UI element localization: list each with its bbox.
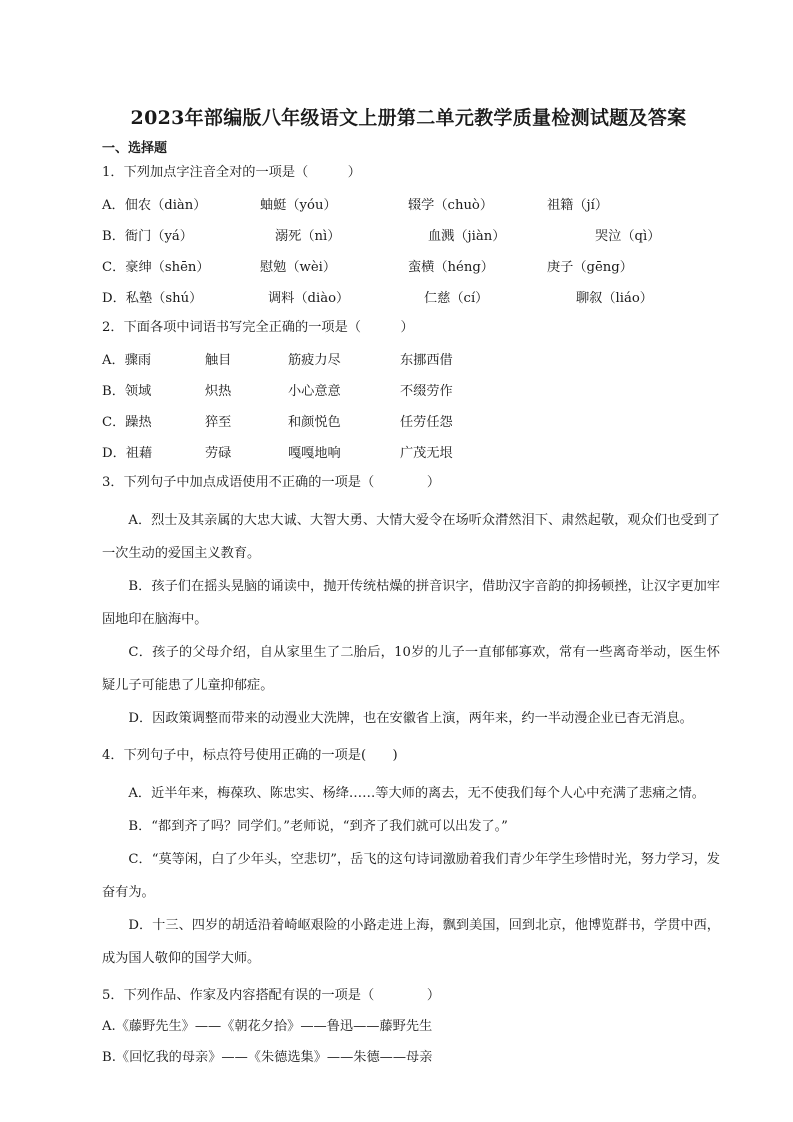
- option-cell: 广茂无垠: [400, 446, 453, 461]
- section-heading: 一、选择题: [102, 141, 168, 156]
- option-cell: 任劳任怨: [400, 415, 453, 430]
- question-4-option-b: B．“都到齐了吗？同学们。”老师说，“到齐了我们就可以出发了。”: [128, 819, 508, 834]
- option-cell: 调料（diào）: [268, 291, 350, 306]
- option-cell: 触目: [205, 353, 232, 368]
- question-4-option-c: C．“莫等闲，白了少年头，空悲切”，岳飞的这句诗词激励着我们青少年学生珍惜时光，努力学习，发奋有为。: [102, 852, 720, 900]
- option-cell: 嘎嘎地响: [288, 446, 341, 461]
- option-cell: D．祖藉: [102, 446, 153, 461]
- option-cell: D．私塾（shú）: [102, 291, 203, 306]
- question-1-option-b: [102, 225, 720, 245]
- option-cell: 和颜悦色: [288, 415, 341, 430]
- option-cell: 聊叙（liáo）: [576, 291, 653, 306]
- question-2-stem: 2．下面各项中词语书写完全正确的一项是（ ）: [102, 320, 414, 335]
- option-cell: 小心意意: [288, 384, 341, 399]
- option-cell: A．骤雨: [102, 353, 152, 368]
- question-1-option-a: [102, 194, 720, 214]
- question-4-option-d: D．十三、四岁的胡适沿着崎岖艰险的小路走进上海，飘到美国，回到北京，他博览群书，学贯中西，成为国人敬仰的国学大师。: [102, 918, 720, 966]
- question-1-option-d: [102, 287, 720, 307]
- option-cell: 筋疲力尽: [288, 353, 341, 368]
- option-cell: 不缀劳作: [400, 384, 453, 399]
- option-cell: 蚰蜓（yóu）: [260, 198, 337, 213]
- option-cell: B．衙门（yá）: [102, 229, 193, 244]
- option-cell: 炽热: [205, 384, 232, 399]
- option-cell: B．领域: [102, 384, 152, 399]
- option-cell: 劳碌: [205, 446, 232, 461]
- option-cell: 东挪西借: [400, 353, 453, 368]
- option-cell: 猝至: [205, 415, 232, 430]
- question-4-option-a: A．近半年来，梅葆玖、陈忠实、杨绛……等大师的离去，无不使我们每个人心中充满了悲痛之情。: [128, 786, 705, 801]
- page-title: 2023年部编版八年级语文上册第二单元教学质量检测试题及答案: [130, 107, 687, 129]
- question-3-option-b: B．孩子们在摇头晃脑的诵读中，抛开传统枯燥的拼音识字，借助汉字音韵的抑扬顿挫，让汉字更加牢固地印在脑海中。: [102, 579, 720, 627]
- option-cell: 蛮横（héng）: [408, 260, 494, 275]
- option-cell: 祖籍（jí）: [547, 198, 609, 213]
- question-3-option-a: A．烈士及其亲属的大忠大诚、大智大勇、大情大爱令在场听众潸然泪下、肃然起敬，观众们也受到了一次生动的爱国主义教育。: [102, 513, 720, 561]
- question-2-option-d: [102, 442, 720, 462]
- question-2-option-b: [102, 380, 720, 400]
- option-cell: 辍学（chuò）: [408, 198, 494, 213]
- option-cell: 仁慈（cí）: [424, 291, 489, 306]
- question-1-stem: 1．下列加点字注音全对的一项是（ ）: [102, 165, 361, 180]
- question-1-option-c: [102, 256, 720, 276]
- question-5-stem: 5．下列作品、作家及内容搭配有误的一项是（ ）: [102, 988, 441, 1003]
- option-cell: 庚子（gēng）: [547, 260, 633, 275]
- option-cell: A．佃农（diàn）: [102, 198, 207, 213]
- question-2-option-c: [102, 411, 720, 431]
- question-4-stem: 4．下列句子中，标点符号使用正确的一项是( ): [102, 748, 398, 763]
- question-3-option-d: D．因政策调整而带来的动漫业大洗牌，也在安徽省上演，两年来，约一半动漫企业已杳无消息。: [128, 711, 693, 726]
- option-cell: C．躁热: [102, 415, 152, 430]
- question-5-option-a: A.《藤野先生》——《朝花夕拾》——鲁迅——藤野先生: [102, 1019, 433, 1034]
- question-3-option-c: C．孩子的父母介绍，自从家里生了二胎后，10岁的儿子一直郁郁寡欢，常有一些离奇举动，医生怀疑儿子可能患了儿童抑郁症。: [102, 645, 720, 693]
- option-cell: C．豪绅（shēn）: [102, 260, 210, 275]
- option-cell: 慰勉（wèi）: [260, 260, 337, 275]
- question-3-stem: 3．下列句子中加点成语使用不正确的一项是（ ）: [102, 475, 441, 490]
- option-cell: 血溅（jiàn）: [428, 229, 506, 244]
- question-5-option-b: B.《回忆我的母亲》——《朱德选集》——朱德——母亲: [102, 1050, 433, 1065]
- question-list: [102, 163, 720, 1068]
- option-cell: 溺死（nì）: [275, 229, 341, 244]
- question-2-option-a: [102, 349, 720, 369]
- option-cell: 哭泣（qì）: [595, 229, 661, 244]
